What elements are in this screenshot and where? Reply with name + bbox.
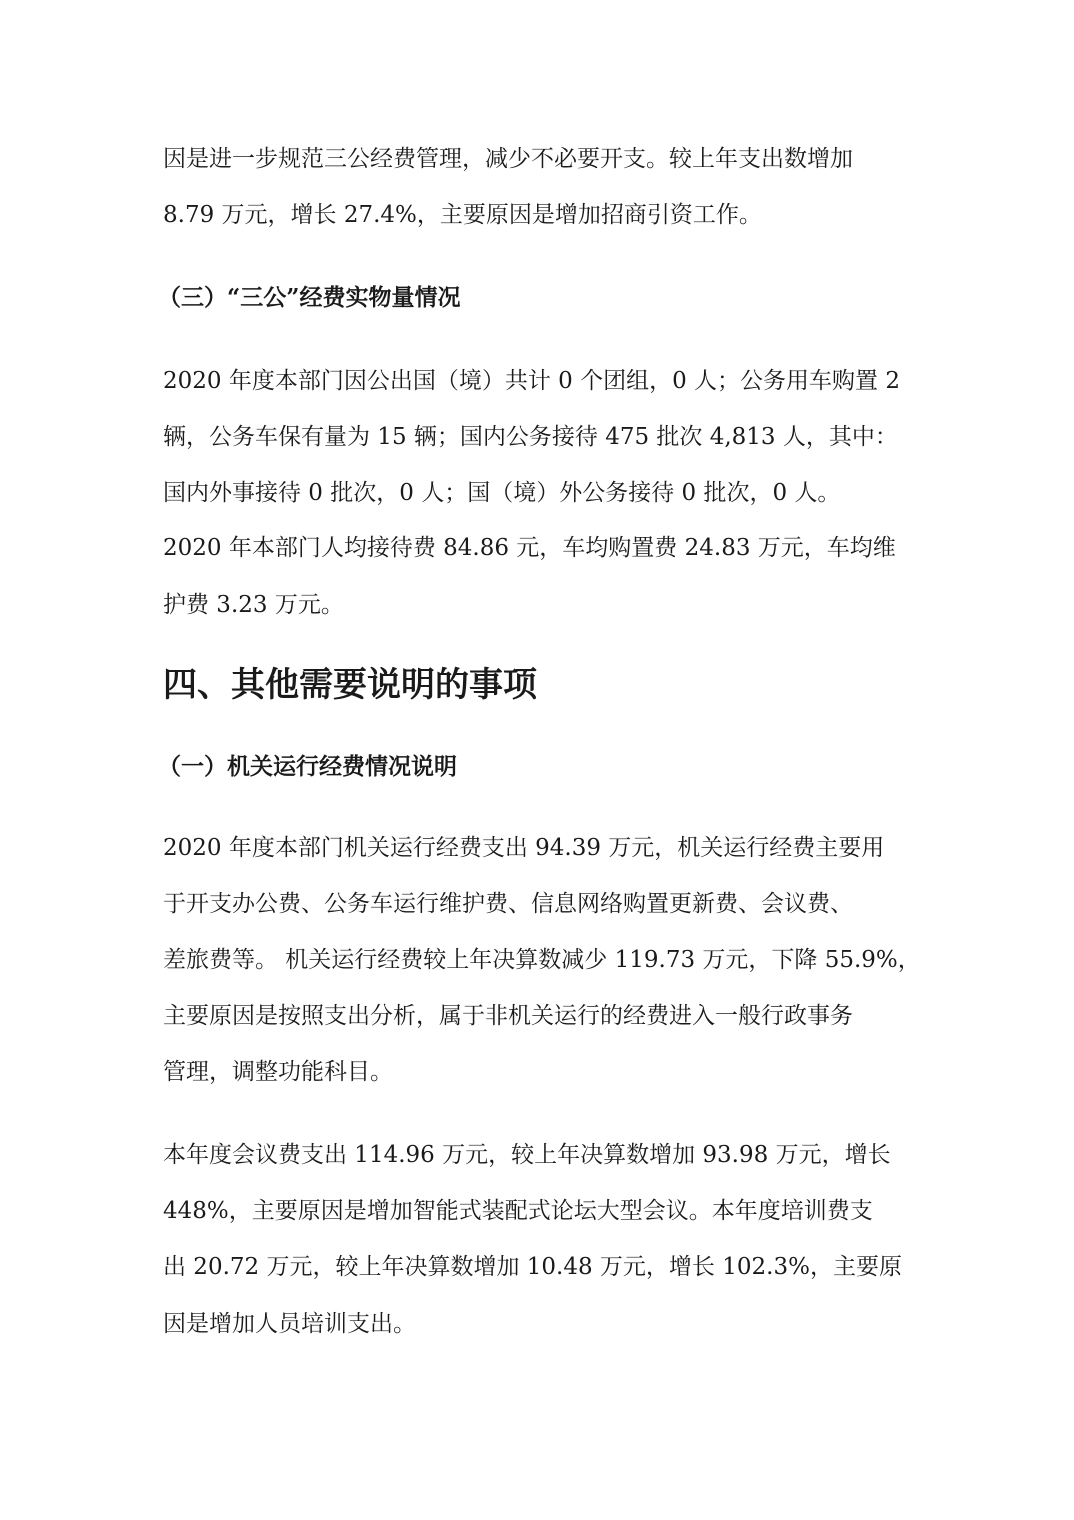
chapter-title: 四、其他需要说明的事项: [163, 665, 537, 705]
paragraph-line: 辆，公务车保有量为 15 辆；国内公务接待 475 批次 4,813 人，其中：: [163, 424, 898, 450]
paragraph-line: 管理，调整功能科目。: [163, 1059, 393, 1085]
paragraph-line: 2020 年度本部门机关运行经费支出 94.39 万元，机关运行经费主要用: [163, 835, 885, 861]
paragraph-line: 因是进一步规范三公经费管理，减少不必要开支。较上年支出数增加: [163, 146, 853, 172]
section-subtitle: （三）“三公”经费实物量情况: [158, 284, 461, 311]
paragraph-line: 8.79 万元，增长 27.4%，主要原因是增加招商引资工作。: [163, 202, 762, 228]
paragraph-line: 差旅费等。 机关运行经费较上年决算数减少 119.73 万元，下降 55.9%，: [163, 947, 921, 973]
paragraph-line: 本年度会议费支出 114.96 万元，较上年决算数增加 93.98 万元，增长: [163, 1142, 891, 1168]
paragraph-line: 出 20.72 万元，较上年决算数增加 10.48 万元，增长 102.3%，主要原: [163, 1254, 902, 1280]
paragraph-line: 护费 3.23 万元。: [163, 592, 344, 618]
paragraph-line: 于开支办公费、公务车运行维护费、信息网络购置更新费、会议费、: [163, 891, 853, 917]
paragraph-line: 2020 年本部门人均接待费 84.86 元，车均购置费 24.83 万元，车均维: [163, 535, 896, 561]
section-subtitle: （一）机关运行经费情况说明: [158, 753, 457, 780]
paragraph-line: 448%，主要原因是增加智能式装配式论坛大型会议。本年度培训费支: [163, 1198, 873, 1224]
paragraph-line: 2020 年度本部门因公出国（境）共计 0 个团组，0 人；公务用车购置 2: [163, 368, 900, 394]
paragraph-line: 主要原因是按照支出分析，属于非机关运行的经费进入一般行政事务: [163, 1003, 853, 1029]
paragraph-line: 因是增加人员培训支出。: [163, 1311, 416, 1337]
paragraph-line: 国内外事接待 0 批次，0 人；国（境）外公务接待 0 批次，0 人。: [163, 480, 841, 506]
